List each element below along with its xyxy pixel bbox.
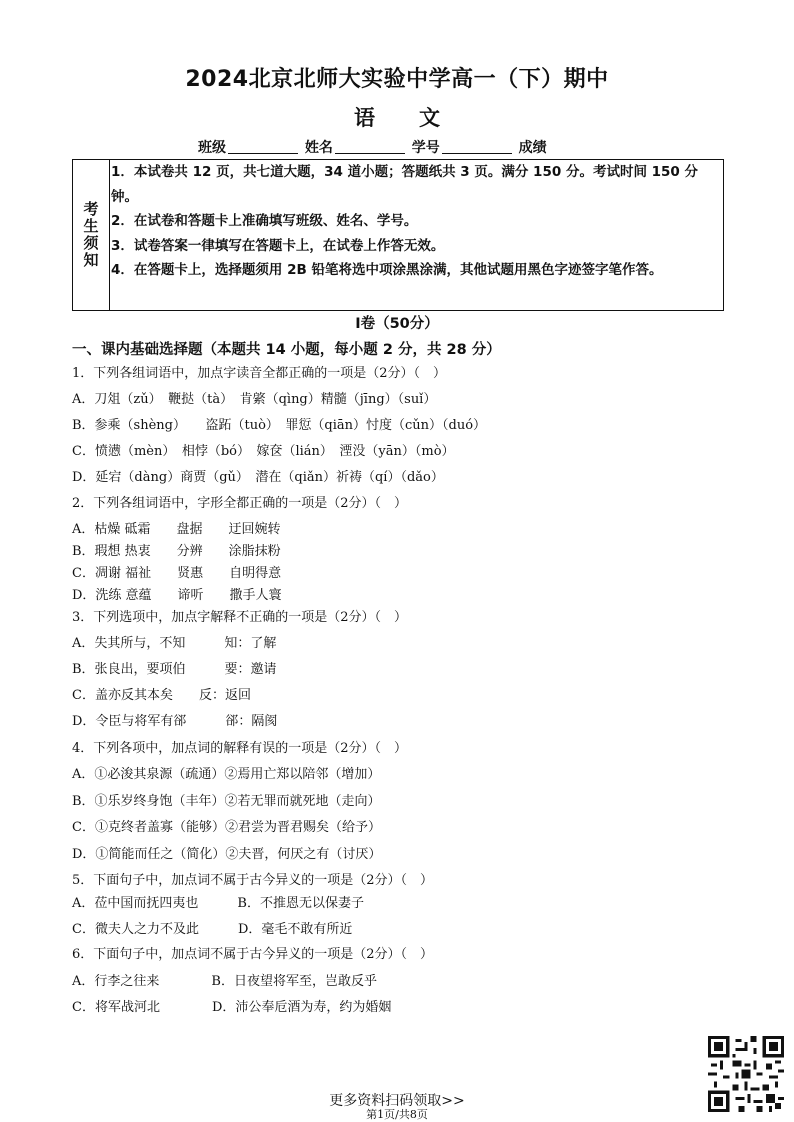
student-id-label: 学号	[411, 140, 440, 156]
question-line: A．刀俎（zǔ） 鞭挞（tà） 肯綮（qìng）精髓（jīng）（suǐ）	[72, 392, 437, 407]
notice-label-cell	[73, 160, 110, 310]
question-line: A．失其所与，不知 知：了解	[72, 636, 277, 651]
notice-item: 2．在试卷和答题卡上准确填写班级、姓名、学号。	[111, 213, 418, 229]
name-blank	[335, 139, 405, 154]
question-line: A．①必浚其泉源（疏通）②焉用亡郑以陪邻（增加）	[72, 767, 381, 782]
subject-title: 语文	[354, 106, 484, 130]
question-line: C．凋谢 福祉 贤惠 自明得意	[72, 566, 282, 581]
question-line: 3．下列选项中，加点字解释不正确的一项是（2分）（ ）	[72, 610, 408, 625]
question-line: B．瑕想 热衷 分辨 涂脂抹粉	[72, 544, 281, 559]
question-line: C．微夫人之力不及此 D．毫毛不敢有所近	[72, 922, 353, 937]
question-line: D．令臣与将军有郤 郤：隔阂	[72, 714, 278, 729]
question-line: D．延宕（dàng）商贾（gǔ） 潜在（qiǎn）祈祷（qí）（dǎo）	[72, 470, 444, 485]
question-line: A．莅中国而抚四夷也 B．不推恩无以保妻子	[72, 896, 364, 911]
question-line: A．枯燥 砥霜 盘据 迂回婉转	[72, 522, 281, 537]
name-label: 姓名	[304, 140, 333, 156]
student-info-fields	[198, 137, 547, 157]
class-blank	[228, 139, 298, 154]
question-line: B．张良出，要项伯 要：邀请	[72, 662, 277, 677]
footer-promo-link[interactable]: 更多资料扫码领取>>	[329, 1093, 465, 1109]
question-line: 6．下面句子中，加点词不属于古今异义的一项是（2分）（ ）	[72, 947, 434, 962]
question-line: C．盖亦反其本矣 反：返回	[72, 688, 251, 703]
section-heading: Ⅰ卷（50分）	[355, 316, 439, 332]
part-heading: 一、课内基础选择题（本题共 14 小题，每小题 2 分，共 28 分）	[72, 342, 501, 358]
notice-item: 3．试卷答案一律填写在答题卡上，在试卷上作答无效。	[111, 237, 445, 254]
exam-title: 2024北京北师大实验中学高一（下）期中	[185, 67, 609, 92]
class-label: 班级	[198, 140, 226, 156]
exam-notice-box	[72, 159, 724, 311]
notice-item: 1．本试卷共 12 页，共七道大题，34 道小题；答题纸共 3 页。满分 150 分。考试时间 150 分钟。	[111, 164, 699, 205]
question-line: 5．下面句子中，加点词不属于古今异义的一项是（2分）（ ）	[72, 873, 434, 888]
notice-label: 考生须知	[81, 201, 100, 269]
question-line: 4．下列各项中，加点词的解释有误的一项是（2分）（ ）	[72, 741, 408, 756]
notice-item: 4．在答题卡上，选择题须用 2B 铅笔将选中项涂黑涂满，其他试题用黑色字迹签字笔作答。	[111, 262, 663, 278]
question-line: C．将军战河北 D．沛公奉卮酒为寿，约为婚姻	[72, 1000, 392, 1015]
question-line: 1．下列各组词语中，加点字读音全都正确的一项是（2分）（ ）	[72, 366, 447, 381]
question-line: C．愤懑（mèn） 相悖（bó） 嫁奁（lián） 湮没（yān）（mò）	[72, 444, 455, 459]
question-line: C．①克终者盖寡（能够）②君尝为晋君赐矣（给予）	[72, 820, 381, 835]
page-number: 第1页/共8页	[366, 1108, 428, 1121]
question-line: A．行李之往来 B．日夜望将军至，岂敢反乎	[72, 974, 377, 989]
question-line: B．①乐岁终身饱（丰年）②若无罪而就死地（走向）	[72, 794, 381, 809]
student-id-blank	[442, 139, 512, 154]
question-line: D．①简能而任之（简化）②夫晋，何厌之有（讨厌）	[72, 847, 382, 862]
score-label: 成绩	[518, 140, 547, 156]
question-line: 2．下列各组词语中，字形全都正确的一项是（2分）（ ）	[72, 496, 408, 511]
notice-items	[111, 160, 721, 283]
question-line: B．参乘（shèng） 盗跖（tuò） 罪愆（qiān）忖度（cǔn）（duó）	[72, 418, 487, 433]
question-line: D．洗练 意蕴 谛听 撒手人寰	[72, 588, 282, 603]
